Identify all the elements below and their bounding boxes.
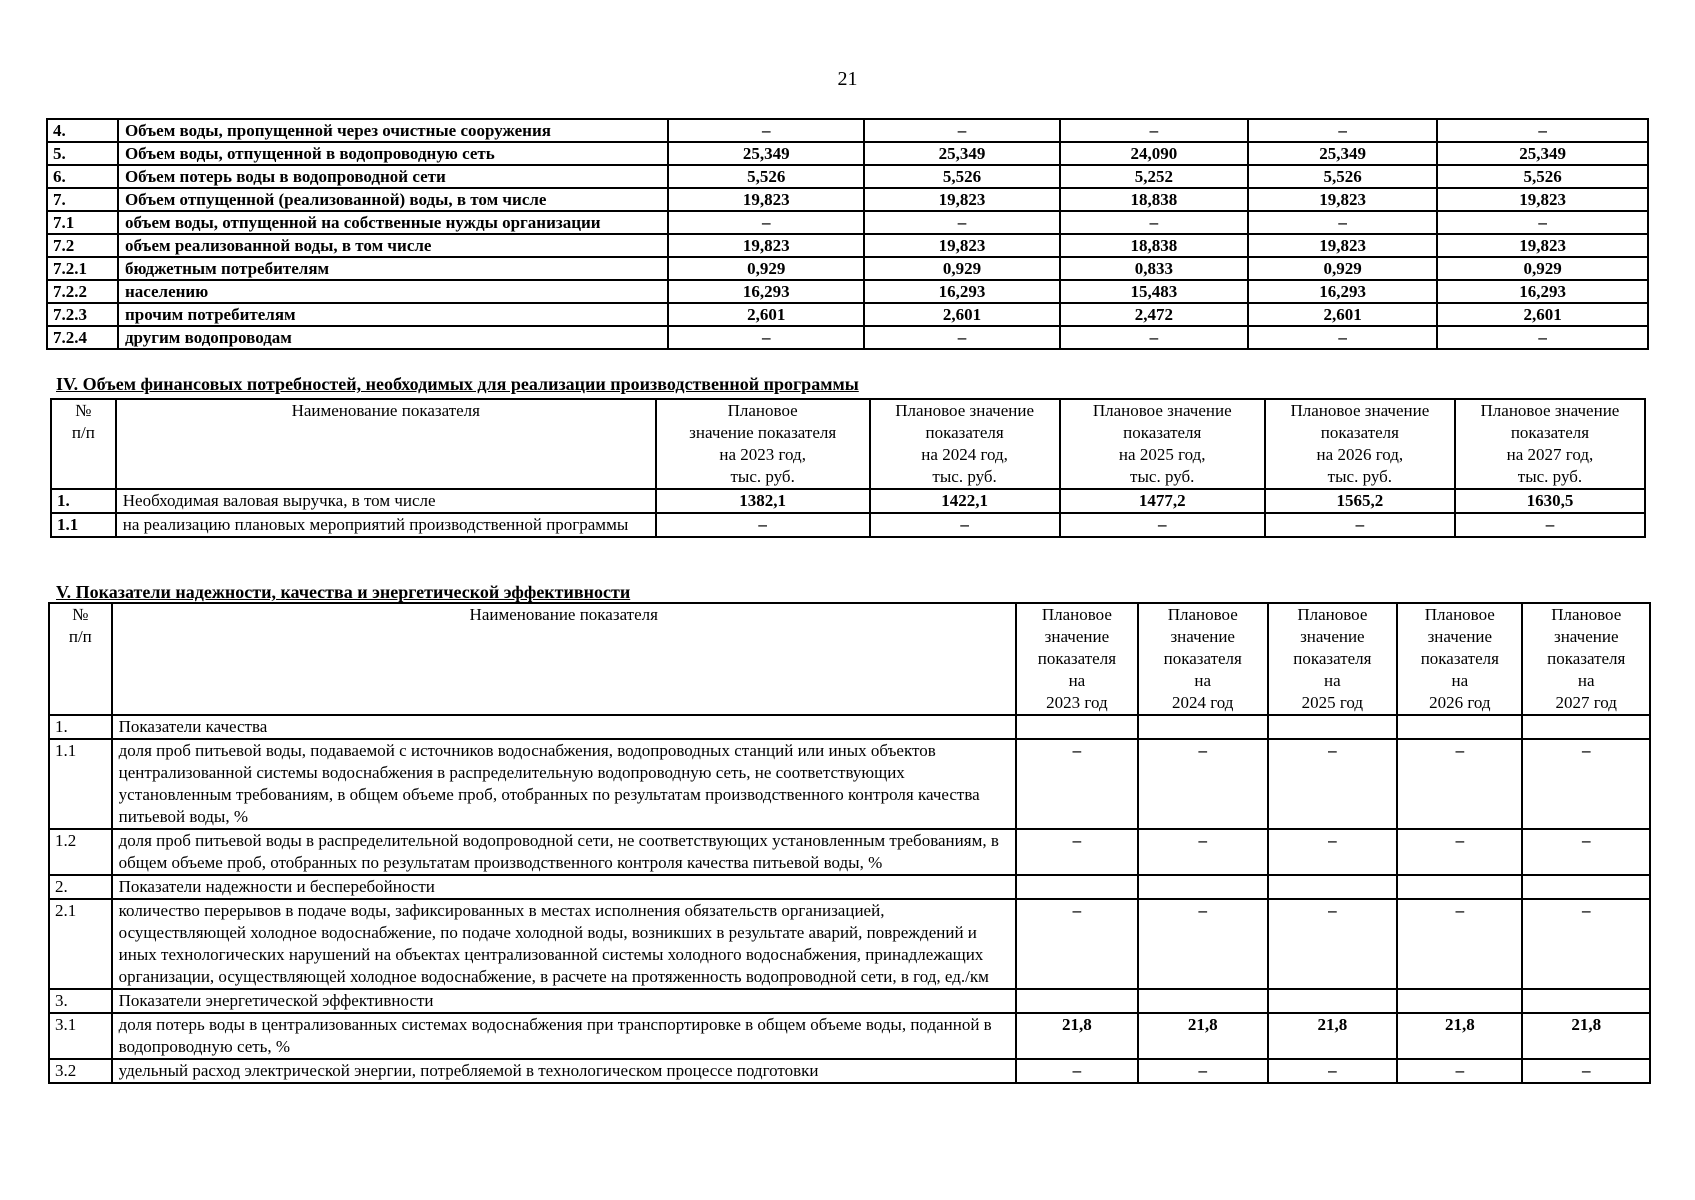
row-number: 2.1 xyxy=(49,899,112,989)
table-row xyxy=(47,165,1648,188)
value-cell: 1630,5 xyxy=(1455,489,1645,513)
row-number: 1. xyxy=(49,715,112,739)
value-cell xyxy=(1397,715,1522,739)
value-cell: – xyxy=(1060,211,1248,234)
table-row xyxy=(49,1013,1650,1059)
table-row xyxy=(49,739,1650,829)
column-header-year: Плановое значение показателя на 2027 год, тыс. руб. xyxy=(1455,399,1645,489)
value-cell: 18,838 xyxy=(1060,188,1248,211)
row-number: 2. xyxy=(49,875,112,899)
value-cell: – xyxy=(1437,211,1648,234)
value-cell: – xyxy=(1522,1059,1650,1083)
value-cell: 19,823 xyxy=(1248,188,1437,211)
value-cell xyxy=(1268,875,1398,899)
indicator-name: объем реализованной воды, в том числе xyxy=(118,234,669,257)
value-cell: 19,823 xyxy=(1437,188,1648,211)
value-cell: 5,526 xyxy=(668,165,864,188)
value-cell: 1477,2 xyxy=(1060,489,1265,513)
value-cell: – xyxy=(1268,829,1398,875)
value-cell: 0,929 xyxy=(668,257,864,280)
value-cell: 5,526 xyxy=(864,165,1060,188)
indicator-name: доля потерь воды в централизованных системах водоснабжения при транспортировке в общем объеме воды, поданной в водопроводную сеть, % xyxy=(112,1013,1016,1059)
value-cell: 5,252 xyxy=(1060,165,1248,188)
table-header-row xyxy=(49,603,1650,715)
indicator-name: Объем отпущенной (реализованной) воды, в том числе xyxy=(118,188,669,211)
table-row xyxy=(51,489,1645,513)
row-number: 7.2.4 xyxy=(47,326,118,349)
value-cell xyxy=(1522,989,1650,1013)
value-cell: – xyxy=(1138,1059,1268,1083)
column-header-year: Плановое значение показателя на 2023 год xyxy=(1016,603,1138,715)
row-number: 7.2.3 xyxy=(47,303,118,326)
row-number: 3.2 xyxy=(49,1059,112,1083)
value-cell: 16,293 xyxy=(864,280,1060,303)
water-volume-table xyxy=(46,118,1649,350)
table-row xyxy=(49,715,1650,739)
table-row xyxy=(49,875,1650,899)
indicator-name: Объем воды, пропущенной через очистные сооружения xyxy=(118,119,669,142)
value-cell: 25,349 xyxy=(668,142,864,165)
column-header-number: № п/п xyxy=(51,399,116,489)
column-header-year: Плановое значение показателя на 2024 год xyxy=(1138,603,1268,715)
value-cell: 21,8 xyxy=(1268,1013,1398,1059)
value-cell: – xyxy=(1138,899,1268,989)
value-cell: – xyxy=(1522,829,1650,875)
indicator-name: удельный расход электрической энергии, потребляемой в технологическом процессе подготовки xyxy=(112,1059,1016,1083)
indicator-name: доля проб питьевой воды в распределительной водопроводной сети, не соответствующих установленным требованиям, в общем объеме проб, отобранных по результатам производственного контроля качества питьевой воды, % xyxy=(112,829,1016,875)
value-cell: – xyxy=(1138,739,1268,829)
table-header-row xyxy=(51,399,1645,489)
value-cell: – xyxy=(1522,899,1650,989)
row-number: 7. xyxy=(47,188,118,211)
indicator-name: другим водопроводам xyxy=(118,326,669,349)
value-cell: – xyxy=(1248,211,1437,234)
row-number: 3. xyxy=(49,989,112,1013)
value-cell: 19,823 xyxy=(864,188,1060,211)
value-cell: – xyxy=(1522,739,1650,829)
value-cell: 2,601 xyxy=(668,303,864,326)
value-cell: 2,601 xyxy=(864,303,1060,326)
row-number: 1.1 xyxy=(51,513,116,537)
value-cell: 16,293 xyxy=(1437,280,1648,303)
column-header-name: Наименование показателя xyxy=(112,603,1016,715)
value-cell: – xyxy=(1268,899,1398,989)
value-cell: – xyxy=(1016,739,1138,829)
row-number: 5. xyxy=(47,142,118,165)
value-cell: 0,929 xyxy=(1248,257,1437,280)
row-number: 1.2 xyxy=(49,829,112,875)
row-number: 7.1 xyxy=(47,211,118,234)
table-row xyxy=(49,1059,1650,1083)
value-cell: 21,8 xyxy=(1016,1013,1138,1059)
indicator-name: доля проб питьевой воды, подаваемой с источников водоснабжения, водопроводных станций или иных объектов централизованной системы водоснабжения в распределительную водопроводную сеть, не соответствующих установленным требованиям, в общем объеме проб, отобранных по результатам производственного контроля качества питьевой воды, % xyxy=(112,739,1016,829)
value-cell: – xyxy=(1016,1059,1138,1083)
value-cell: 21,8 xyxy=(1522,1013,1650,1059)
indicator-name: населению xyxy=(118,280,669,303)
value-cell: 24,090 xyxy=(1060,142,1248,165)
column-header-number: № п/п xyxy=(49,603,112,715)
value-cell: – xyxy=(1138,829,1268,875)
value-cell: – xyxy=(1016,829,1138,875)
value-cell: 5,526 xyxy=(1437,165,1648,188)
table-row xyxy=(51,513,1645,537)
value-cell: 16,293 xyxy=(1248,280,1437,303)
value-cell xyxy=(1138,875,1268,899)
table-row xyxy=(47,234,1648,257)
value-cell xyxy=(1268,989,1398,1013)
value-cell: 0,929 xyxy=(1437,257,1648,280)
value-cell: – xyxy=(1060,119,1248,142)
value-cell: – xyxy=(1016,899,1138,989)
column-header-year: Плановое значение показателя на 2026 год xyxy=(1397,603,1522,715)
value-cell: – xyxy=(1397,1059,1522,1083)
indicator-name: Показатели качества xyxy=(112,715,1016,739)
value-cell: – xyxy=(668,119,864,142)
value-cell: 19,823 xyxy=(668,234,864,257)
column-header-year: Плановое значение показателя на 2023 год, тыс. руб. xyxy=(656,399,870,489)
value-cell: 19,823 xyxy=(1248,234,1437,257)
row-number: 4. xyxy=(47,119,118,142)
value-cell xyxy=(1397,989,1522,1013)
value-cell: – xyxy=(1437,119,1648,142)
table-row xyxy=(47,257,1648,280)
value-cell: 5,526 xyxy=(1248,165,1437,188)
value-cell: 19,823 xyxy=(864,234,1060,257)
value-cell: – xyxy=(864,211,1060,234)
value-cell: 1565,2 xyxy=(1265,489,1455,513)
value-cell xyxy=(1268,715,1398,739)
value-cell: – xyxy=(1397,829,1522,875)
value-cell: 15,483 xyxy=(1060,280,1248,303)
value-cell xyxy=(1138,989,1268,1013)
value-cell: 25,349 xyxy=(1437,142,1648,165)
row-number: 6. xyxy=(47,165,118,188)
row-number: 1. xyxy=(51,489,116,513)
section-v-title: V. Показатели надежности, качества и энергетической эффективности xyxy=(56,582,631,602)
indicator-name: на реализацию плановых мероприятий производственной программы xyxy=(116,513,656,537)
value-cell: – xyxy=(864,326,1060,349)
value-cell xyxy=(1522,875,1650,899)
column-header-year: Плановое значение показателя на 2026 год, тыс. руб. xyxy=(1265,399,1455,489)
value-cell: – xyxy=(1455,513,1645,537)
row-number: 1.1 xyxy=(49,739,112,829)
section-iv-title: IV. Объем финансовых потребностей, необходимых для реализации производственной программы xyxy=(56,374,859,394)
value-cell xyxy=(1016,875,1138,899)
value-cell: 2,601 xyxy=(1248,303,1437,326)
row-number: 7.2.2 xyxy=(47,280,118,303)
indicator-name: Объем потерь воды в водопроводной сети xyxy=(118,165,669,188)
value-cell: – xyxy=(1248,326,1437,349)
column-header-year: Плановое значение показателя на 2025 год xyxy=(1268,603,1398,715)
table-row xyxy=(47,211,1648,234)
value-cell xyxy=(1397,875,1522,899)
page-number: 21 xyxy=(837,68,858,90)
value-cell xyxy=(1522,715,1650,739)
indicator-name: Необходимая валовая выручка, в том числе xyxy=(116,489,656,513)
value-cell: – xyxy=(1437,326,1648,349)
table-row xyxy=(49,989,1650,1013)
table-row xyxy=(47,326,1648,349)
value-cell: – xyxy=(656,513,870,537)
value-cell: 2,472 xyxy=(1060,303,1248,326)
value-cell: 18,838 xyxy=(1060,234,1248,257)
reliability-quality-table xyxy=(48,602,1651,1084)
table-row xyxy=(47,119,1648,142)
value-cell xyxy=(1016,989,1138,1013)
value-cell: 0,929 xyxy=(864,257,1060,280)
value-cell: – xyxy=(1060,326,1248,349)
value-cell: 25,349 xyxy=(864,142,1060,165)
row-number: 7.2.1 xyxy=(47,257,118,280)
row-number: 7.2 xyxy=(47,234,118,257)
value-cell xyxy=(1138,715,1268,739)
value-cell: – xyxy=(870,513,1060,537)
value-cell: 21,8 xyxy=(1138,1013,1268,1059)
value-cell: 2,601 xyxy=(1437,303,1648,326)
column-header-year: Плановое значение показателя на 2027 год xyxy=(1522,603,1650,715)
value-cell: – xyxy=(1248,119,1437,142)
value-cell: 19,823 xyxy=(1437,234,1648,257)
value-cell: – xyxy=(864,119,1060,142)
value-cell xyxy=(1016,715,1138,739)
value-cell: – xyxy=(1265,513,1455,537)
value-cell: 21,8 xyxy=(1397,1013,1522,1059)
financial-needs-table xyxy=(50,398,1646,538)
column-header-name: Наименование показателя xyxy=(116,399,656,489)
value-cell: – xyxy=(1397,739,1522,829)
table-row xyxy=(47,303,1648,326)
table-row xyxy=(47,280,1648,303)
value-cell: – xyxy=(1060,513,1265,537)
value-cell: – xyxy=(668,211,864,234)
value-cell: – xyxy=(1397,899,1522,989)
value-cell: – xyxy=(668,326,864,349)
column-header-year: Плановое значение показателя на 2024 год, тыс. руб. xyxy=(870,399,1060,489)
value-cell: 16,293 xyxy=(668,280,864,303)
table-row xyxy=(49,829,1650,875)
indicator-name: Объем воды, отпущенной в водопроводную сеть xyxy=(118,142,669,165)
row-number: 3.1 xyxy=(49,1013,112,1059)
indicator-name: бюджетным потребителям xyxy=(118,257,669,280)
value-cell: 1422,1 xyxy=(870,489,1060,513)
value-cell: 25,349 xyxy=(1248,142,1437,165)
table-row xyxy=(49,899,1650,989)
indicator-name: прочим потребителям xyxy=(118,303,669,326)
indicator-name: количество перерывов в подаче воды, зафиксированных в местах исполнения обязательств организацией, осуществляющей холодное водоснабжение, по подаче холодной воды, возникших в результате аварий, повреждений и иных технологических нарушений на объектах централизованной системы холодного водоснабжения, принадлежащих организации, осуществляющей холодное водоснабжение, в расчете на протяженность водопроводной сети, в год, ед./км xyxy=(112,899,1016,989)
indicator-name: объем воды, отпущенной на собственные нужды организации xyxy=(118,211,669,234)
table-row xyxy=(47,188,1648,211)
column-header-year: Плановое значение показателя на 2025 год, тыс. руб. xyxy=(1060,399,1265,489)
value-cell: 19,823 xyxy=(668,188,864,211)
table-row xyxy=(47,142,1648,165)
value-cell: – xyxy=(1268,1059,1398,1083)
indicator-name: Показатели надежности и бесперебойности xyxy=(112,875,1016,899)
value-cell: 0,833 xyxy=(1060,257,1248,280)
value-cell: – xyxy=(1268,739,1398,829)
value-cell: 1382,1 xyxy=(656,489,870,513)
indicator-name: Показатели энергетической эффективности xyxy=(112,989,1016,1013)
